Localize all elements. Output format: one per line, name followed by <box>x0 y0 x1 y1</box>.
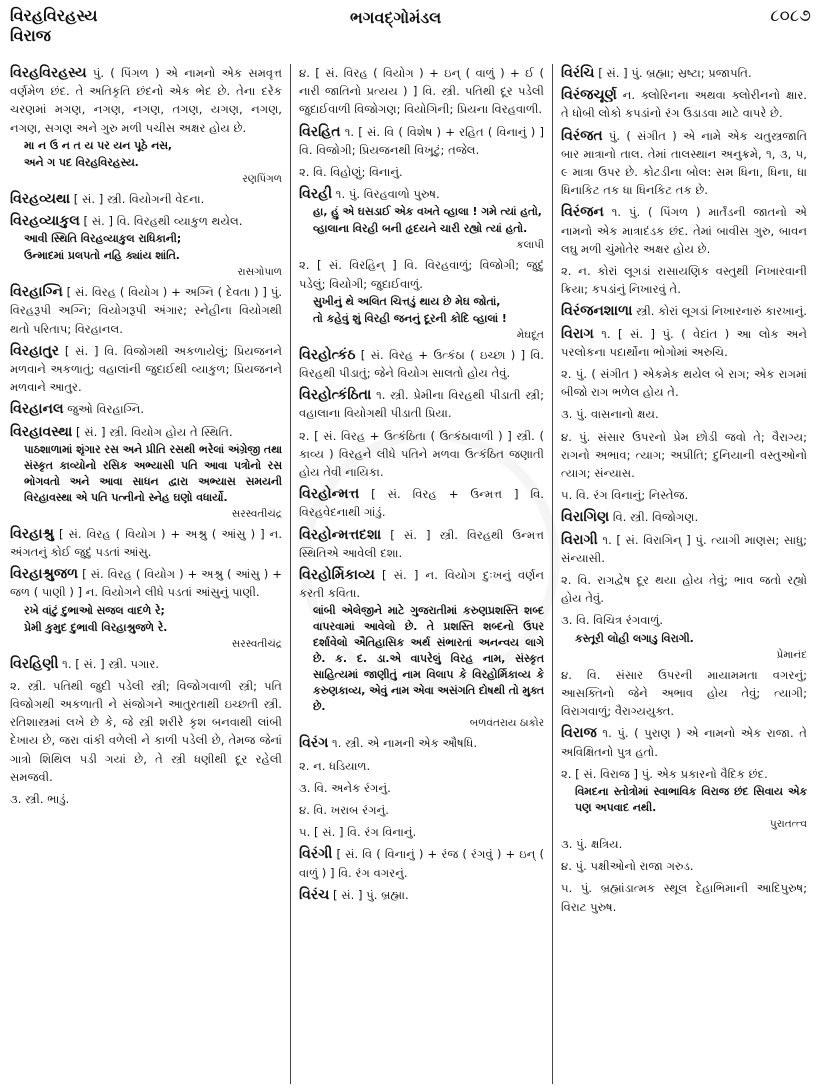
entry-definition: [ સં. ] પું. બ્રહ્મા; સ્રષ્ટા; પ્રજાપતિ. <box>598 66 752 80</box>
entry-headword: વિરહોન્મત્ત <box>299 486 360 503</box>
dictionary-columns <box>10 64 815 1084</box>
dictionary-entry <box>561 365 807 401</box>
entry-quotation: વ્હાલાના વિરહી બની હૃદયને ચારી રહ્યો ત્યાં હતો. <box>313 222 528 236</box>
dictionary-entry <box>10 400 282 418</box>
entry-quotation: મા ન ઉ ન ત ય પર યન પૂઠે નસ, <box>24 138 173 152</box>
entry-definition: ૨. સ્ત્રી. પતિથી જુદી પડેલી સ્ત્રી; વિજોગવાળી સ્ત્રી; પતિ વિજોગથી અકળાતી ને સંજોગને આતુરતાથી ઇચ્છતી સ્ત્રી. રતિશાસ્ત્રમાં લખે છે કે, જે સ્ત્રી શરીરે કૃશ બનવાથી લાંબી દેખાય છે, જરા વાંકી વળેલી ને કાળી પડેલી છે, તેમજ જેનાં ગાત્રો શિથિલ પડી ગયાં છે, તે સ્ત્રી ધણીથી દૂર રહેલી સમજવી. <box>10 678 282 784</box>
entry-definition: ૧. પું. ( પિંગળ ) માર્તંડની જાતનો એ નામનો એક માત્રાદંડક છંદ. તેમાં બાવીસ ગુરુ, બાવન લઘુ મળી ચુંમોતેર અક્ષર હોય છે. <box>561 205 807 256</box>
dictionary-entry <box>299 427 544 482</box>
dictionary-entry <box>10 790 282 808</box>
entry-headword: વિરહિણી <box>10 655 59 672</box>
entry-definition: ૨. ન. કોરાં લૂગડાં રાસાયણિક વસ્તુથી નિખારવાની ક્રિયા; કપડાંનું નિખારવું તે. <box>561 264 807 297</box>
entry-citation-source: રાસગોપાળ <box>237 266 282 279</box>
page-header <box>0 0 825 64</box>
entry-definition: સ્ત્રી. કોરાં લૂગડાં નિખારનારું કારખાનું. <box>636 304 807 319</box>
entry-headword: વિરાગ <box>561 325 594 342</box>
dictionary-entry <box>561 486 807 504</box>
dictionary-entry <box>561 879 807 915</box>
dictionary-entry <box>299 485 544 521</box>
dictionary-entry <box>561 64 807 82</box>
dictionary-entry <box>561 765 807 831</box>
entry-headword: વિરંચ <box>299 886 330 903</box>
dictionary-entry <box>10 212 282 279</box>
dictionary-entry <box>10 423 282 521</box>
dictionary-entry <box>561 262 807 298</box>
entry-headword: વિરંગી <box>299 846 333 863</box>
entry-definition: ૩. સ્ત્રી. ભાડું. <box>10 792 70 807</box>
dictionary-entry <box>561 405 807 423</box>
dictionary-entry <box>299 845 544 881</box>
entry-definition: ૩. પું. ક્ષત્રિય. <box>561 836 623 851</box>
entry-definition: પું. ( સંગીત ) એ નામે એક ચતુસ્ત્રજાતિ બાર માત્રાનો તાલ. તેમાં તાલસ્થાન અનુક્રમે, ૧, ૩, ૫, ૯ માત્રા ઉપર છે. કોટડીના બોલ: સમ ધિના, ધિના, ધા ધિનાકિટ તક ધા ધિનકિટ તક છે. <box>561 128 808 198</box>
entry-citation-source: બળવંતરાય ઠાકોર <box>469 717 544 730</box>
guide-words <box>10 6 98 46</box>
dictionary-entry <box>10 283 282 338</box>
entry-headword: વિરંજચૂર્ણ <box>561 87 617 104</box>
entry-quotation: પ્રેમી કુમુદ દુભાવી વિરહાશ્રુજળે રે. <box>24 620 168 634</box>
dictionary-entry <box>299 566 544 730</box>
entry-headword: વિરહોર્મિકાવ્ય <box>299 567 375 584</box>
dictionary-entry <box>299 823 544 841</box>
entry-quotation: આવી સ્થિતિ વિરહવ્યાકુલ રાધિકાની; <box>24 232 182 246</box>
entry-definition: ૧. પું. વિરહવાળો પુરુષ. <box>335 187 440 202</box>
entry-citation-source: સરસ્વતીચંદ્ર <box>231 637 282 650</box>
entry-definition: ૪. પું. પક્ષીઓનો રાજા ગરુડ. <box>561 859 694 874</box>
entry-headword: વિરહાગ્નિ <box>10 284 63 301</box>
entry-citation-source: મેઘદૂત <box>516 328 544 341</box>
entry-definition: ૧. [ સં. વિ ( વિશેષ ) + રહિત ( વિનાનું ) ] વિ. વિજોગી; પ્રિયજનથી વિખૂટું; તજેલ. <box>299 124 544 157</box>
dictionary-entry <box>299 886 544 904</box>
dictionary-entry <box>299 526 544 562</box>
entry-definition: ૨. વિ. વિહોણું; વિનાનું. <box>299 165 403 180</box>
dictionary-entry <box>299 346 544 382</box>
dictionary-entry <box>10 565 282 650</box>
dictionary-entry <box>561 127 807 200</box>
entry-definition: [ સં. ] વિ. વિરહથી વ્યાકુળ થયેલ. <box>83 214 243 229</box>
entry-headword: વિરહી <box>299 186 333 203</box>
entry-definition: ૧. [ સં. ] સ્ત્રી. પગાર. <box>62 656 160 671</box>
entry-headword: વિરાગિણ <box>561 509 610 526</box>
dictionary-entry <box>561 203 807 258</box>
entry-definition: [ સં. વિરહ ( વિયોગ ) + અશ્રુ ( આંસુ ) + જળ ( પાણી ) ] ન. વિયોગને લીધે પડતાં આંસુનું પાણી. <box>10 567 282 600</box>
column-2 <box>290 64 552 1084</box>
entry-definition: ૩. વિ. વિચિત્ર રંગવાળું. <box>561 613 664 628</box>
entry-definition: ૫. વિ. રંગ વિનાનું; નિસ્તેજ. <box>561 488 689 503</box>
entry-citation-source: કલાપી <box>516 239 544 252</box>
dictionary-entry <box>10 64 282 186</box>
guide-word-bottom: વિરાજ <box>10 26 51 45</box>
dictionary-entry <box>561 508 807 526</box>
entry-quotation: તો કહેવું શું વિરહી જનનું દૂરની કોદિ વ્હાલાં ! <box>313 311 507 325</box>
entry-definition: ૫. પું. બ્રહ્માંડાત્મક સ્થૂલ દેહાભિમાની આદિપુરુષ; વિરાટ પુરુષ. <box>561 881 807 914</box>
entry-quotation: કસ્તૂરી લોહી લગાડુ વિરાગી. <box>575 631 694 645</box>
entry-headword: વિરંજત <box>561 127 603 144</box>
dictionary-entry <box>10 190 282 208</box>
dictionary-entry <box>561 325 807 361</box>
dictionary-entry <box>561 666 807 721</box>
entry-definition: ૫. [ સં. ] વિ. રંગ વિનાનું. <box>299 825 417 840</box>
dictionary-entry <box>299 64 544 119</box>
column-3 <box>552 64 815 1084</box>
dictionary-entry <box>561 724 807 760</box>
entry-definition: [ સં. ] ન. વિયોગ દુઃખનું વર્ણન કરતી કવિતા. <box>299 568 544 601</box>
dictionary-entry <box>10 677 282 786</box>
dictionary-entry <box>299 734 544 752</box>
entry-definition: ૨. ન. ધડિયાળ. <box>299 758 371 773</box>
entry-definition: ૩. વિ. અનેક રંગનું. <box>299 780 391 795</box>
entry-definition: ૨. વિ. રાગદ્વેષ દૂર થયા હોય તેવું; ભાવ જતો રહ્યો હોય તેવું. <box>561 573 807 606</box>
dictionary-entry <box>561 857 807 875</box>
entry-definition: ૪. વિ. ખરાબ રંગનું. <box>299 803 389 818</box>
dictionary-title: ભગવદ્ગોમંડલ <box>350 8 442 27</box>
entry-headword: વિરહવ્યથા <box>10 190 71 207</box>
entry-definition: [ સં. વિરહ + ઉન્મત્ત ] વિ. વિરહવેદનાથી ગાંડું. <box>299 487 544 520</box>
entry-definition: ન. ક્લોરિનના અથવા ક્લોરીનનો ક્ષાર. તે ધોબી લોકો કપડાંનો રંગ ઉડાડવા માટે વાપરે છે. <box>561 88 808 121</box>
entry-headword: વિરહોત્કંઠિતા <box>299 387 372 404</box>
dictionary-entry <box>10 525 282 561</box>
entry-headword: વિરહાવસ્થા <box>10 423 73 440</box>
entry-definition: ૧. પું. ( પુરાણ ) એ નામનો એક રાજા. તે અવિક્ષિતનો પુત્ર હતો. <box>561 726 807 759</box>
dictionary-entry <box>561 835 807 853</box>
entry-quotation: ઉન્માદમાં પ્રલપતો નહિ ક્યાંય શાંતિ. <box>24 249 180 263</box>
entry-quotation: લાંબી એલેજીને માટે ગુજરાતીમાં કરુણપ્રશસ્તિ શબ્દ વાપરવામાં આવેલો છે. તે પ્રશસ્તિ શબ્દનો ઉપર દર્શાવેલો ઐતિહાસિક અર્થ સંભારતાં અનન્વય લાગે છે. ક. દ. ડા.એ વાપરેલું વિરહ નામ, સંસ્કૃત સાહિત્યમાં જાણીતું નામ વિલાપ કે વિરહોર્મિકાવ્ય કે કરુણકાવ્ય, એવું નામ એવા અસંગતિ દોષથી તો મુક્ત છે. <box>313 604 545 714</box>
entry-headword: વિરંજન <box>561 204 604 221</box>
entry-definition: ૪. પું. સંસાર ઉપરનો પ્રેમ છોડી જવો તે; વૈરાગ્ય; રાગનો અભાવ; ત્યાગ; અપ્રીતિ; દુનિયાની વસ્તુઓનો ત્યાગ; સંન્યાસ. <box>561 429 807 481</box>
entry-citation-source: રણપિંગળ <box>242 172 282 185</box>
dictionary-entry <box>561 571 807 607</box>
entry-definition: પું. ( પિંગળ ) એ નામનો એક સમવૃત્ત વર્ણમેળ છંદ. તે અતિકૃતિ છંદનો એક ભેદ છે. તેના દરેક ચરણમાં મગણ, નગણ, નગણ, તગણ, યગણ, નગણ, નગણ, સગણ અને ગુરુ મળી પચીસ અક્ષર હોય છે. <box>10 66 283 135</box>
entry-definition: ૨. [ સં. વિરહ + ઉત્કંઠિતા ( ઉત્કંઠાવાળી ) ] સ્ત્રી. ( કાવ્ય ) વિરહને લીધે પતિને મળવા ઉત્કંઠિત જણાતી હોય તેવી નાયિકા. <box>299 428 544 480</box>
dictionary-entry <box>299 185 544 252</box>
entry-definition: [ સં. ] વિ. વિજોગથી અકળાયેલું; પ્રિયજનને મળવાને અકળાતું; વહાલાંની જુદાઈથી વ્યાકુળ; પ્રિયજનને મળવાને આતુર. <box>10 343 283 395</box>
guide-word-top: વિરહવિરહસ્ય <box>10 6 98 25</box>
entry-definition: ૪. વિ. સંસાર ઉપરની માયામમતા વગરનું; આસક્તિનો જેને અભાવ હોય તેવું; ત્યાગી; વિરાગવાળું; વૈરાગ્યયુક્ત. <box>561 667 807 719</box>
dictionary-entry <box>561 302 807 320</box>
entry-headword: વિરંગ <box>299 735 329 752</box>
entry-definition: ૨. [ સં. વિરહિન્ ] વિ. વિરહવાળું; વિજોગી; જુદું પડેલું; વિયોગી; જુદાઈવાળું. <box>299 258 544 291</box>
entry-quotation: અને ગ પદ વિરહવિરહસ્ય. <box>24 155 139 169</box>
entry-definition: ૧. સ્ત્રી. પ્રેમીના વિરહથી પીડાતી સ્ત્રી; વહાલાના વિયોગથી પીડાતી પ્રિયા. <box>299 388 544 421</box>
entry-citation-source: પ્રેમાનંદ <box>776 648 807 661</box>
dictionary-entry <box>561 531 807 567</box>
entry-definition: વિ. સ્ત્રી. વિજોગણ. <box>612 510 699 525</box>
entry-quotation: સુખીનું થે અલિત ચિત્તડું થાય છે મેઘ જોતાં, <box>313 294 501 308</box>
entry-headword: વિરંજનશાળા <box>561 303 633 320</box>
entry-definition: [ સં. ] સ્ત્રી. વિયોગ હોય તે સ્થિતિ. <box>76 424 233 439</box>
entry-definition: ૧. [ સં. વિરાગિન્ ] પું. ત્યાગી માણસ; સાધુ; સંન્યાસી. <box>561 532 807 565</box>
entry-definition: ૩. પું. વાસનાનો ક્ષય. <box>561 407 659 422</box>
entry-headword: વિરહાનલ <box>10 401 64 418</box>
dictionary-entry <box>299 163 544 181</box>
entry-citation-source: પુરાતત્ત્વ <box>769 817 807 830</box>
entry-quotation: હા, હું એ ઘસડાઈ એક વખતે વ્હાલા ! ગમે ત્યાં હતો, <box>313 205 542 219</box>
entry-definition: ૨. [ સં. વિરાજ ] પું. એક પ્રકારનો વૈદિક છંદ. <box>561 766 768 781</box>
page-number: ૮૦૮૭ <box>770 6 811 26</box>
entry-quotation: પાઠશાળામાં શૃંગાર રસ અને પ્રીતિ રસથી ભરેલાં અંગ્રેજી તથા સંસ્કૃત કાવ્યોનો રસિક અભ્યાસી પતિ આવા પત્રોનો રસ ભોગવતો અને આવા સાધન દ્વારા અભ્યાસ સમયની વિરહાવસ્થા એ પતિ પત્નીનો સ્નેહ ઘણો વધાર્યો. <box>24 442 282 504</box>
entry-headword: વિરહાતુર <box>10 342 60 359</box>
entry-definition: [ સં. વિરહ + ઉત્કંઠા ( ઇચ્છા ) ] વિ. વિરહથી પીડાતું; જેને વિયોગ સાલતો હોય તેવું. <box>299 347 544 381</box>
dictionary-entry <box>561 428 807 483</box>
entry-headword: વિરહાશ્રુ <box>10 525 54 542</box>
entry-citation-source: સરસ્વતીચંદ્ર <box>231 507 282 520</box>
entry-definition: [ સં. વિરહ ( વિયોગ ) + અશ્રુ ( આંસુ ) ] ન. અંગતનું કોઈ જુદું પડતાં આંસુ. <box>10 526 283 560</box>
column-1 <box>10 64 290 1084</box>
entry-definition: ૧. [ સં. ] પું. ( વેદાંત ) આ લોક અને પરલોકના પદાર્થોના ભોગોમાં અરુચિ. <box>561 326 807 359</box>
dictionary-entry <box>10 342 282 397</box>
dictionary-entry <box>299 801 544 819</box>
entry-headword: વિરાજ <box>561 725 597 742</box>
entry-definition: [ સં. ] સ્ત્રી. વિરહથી ઉન્મત્ત સ્થિતિએ આવેલી દશા. <box>299 527 544 560</box>
entry-definition: [ સં. ] સ્ત્રી. વિયોગની વેદના. <box>73 191 205 206</box>
entry-headword: વિરહોન્મત્તદશા <box>299 526 382 543</box>
entry-headword: વિરહવિરહસ્ય <box>10 65 87 81</box>
entry-definition: ૨. પું. ( સંગીત ) એકમેક થયેલ બે રાગ; એક રાગમાં બીજો રાગ ભળેલ હોય તે. <box>561 367 807 400</box>
entry-headword: વિરંચિ <box>561 65 595 81</box>
entry-quotation: વિમદના સ્તોત્રોમાં સ્વાભાવિક વિરાજ છંદ સિવાય એક પણ અપવાદ નથી. <box>575 784 807 814</box>
entry-headword: વિરહાશ્રુજળ <box>10 566 79 583</box>
entry-headword: વિરહોત્કંઠ <box>299 346 356 363</box>
dictionary-entry <box>299 779 544 797</box>
dictionary-entry <box>561 86 807 122</box>
dictionary-entry <box>10 655 282 673</box>
entry-definition: જુઓ વિરહાગ્નિ. <box>67 402 145 417</box>
dictionary-entry <box>299 757 544 775</box>
entry-definition: ૪. [ સં. વિરહ ( વિયોગ ) + ઇન્ ( વાળું ) + ઈ ( નારી જાતિનો પ્રત્યય ) ] વિ. સ્ત્રી. પતિથી દૂર પડેલી જુદાઈવાળી વિજોગણ; વિયોગિની; પ્રિયના વિરહવાળી. <box>299 66 544 117</box>
entry-headword: વિરહિત <box>299 123 341 140</box>
entry-headword: વિરાગી <box>561 531 598 548</box>
dictionary-entry <box>561 611 807 661</box>
entry-quotation: રખે વાંટું દુભાઓ સજલ વાદળે રે; <box>24 603 165 617</box>
dictionary-entry <box>299 256 544 341</box>
entry-definition: ૧. સ્ત્રી. એ નામની એક ઔષધિ. <box>332 736 478 751</box>
dictionary-entry <box>299 386 544 422</box>
dictionary-entry <box>299 123 544 159</box>
entry-definition: [ સં. ] પું. બ્રહ્મા. <box>333 887 409 902</box>
entry-definition: [ સં. વિ ( વિનાનું ) + રંજ ( રંગવું ) + ઇન્ ( વાળું ) ] વિ. રંગ વગરનું. <box>299 847 544 880</box>
entry-headword: વિરહવ્યાકુલ <box>10 213 80 230</box>
entry-definition: [ સં. વિરહ ( વિયોગ ) + અગ્નિ ( દેવતા ) ] પું. વિરહરૂપી અગ્નિ; વિયોગરૂપી અંગાર; સ્નેહીના વિયોગથી થતો પરિતાપ; વિરહાનલ. <box>10 285 283 336</box>
